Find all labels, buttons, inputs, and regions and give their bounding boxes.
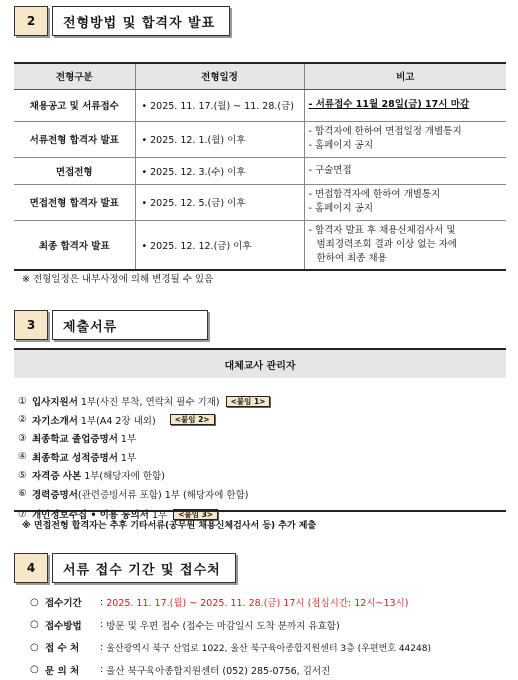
item-name: 최종학교 성적증명서 <box>32 452 118 464</box>
table-row <box>14 121 506 157</box>
section-4-title: 서류 접수 기간 및 접수처 <box>52 553 236 583</box>
row-category: 최종 합격자 발표 <box>14 220 135 270</box>
row-date: • 2025. 12. 3.(수) 이후 <box>135 157 304 184</box>
row-date: • 2025. 11. 17.(월) ~ 11. 28.(금) <box>135 89 304 121</box>
attachment-badge: <붙임 1> <box>226 396 271 407</box>
reception-label: 접수방법 <box>45 620 82 632</box>
item-name: 개인정보수집 • 이용 동의서 <box>32 510 149 522</box>
item-number: ⑥ <box>18 488 27 500</box>
list-item <box>18 429 498 448</box>
row-date: • 2025. 12. 12.(금) 이후 <box>135 220 304 270</box>
reception-list <box>30 591 510 680</box>
schedule-header-row <box>14 63 506 89</box>
reception-value: 2025. 11. 17.(월) ~ 2025. 11. 28.(금) 17시 (점심시간: 12시~13시) <box>106 598 409 610</box>
list-item <box>30 659 510 680</box>
item-number: ③ <box>18 432 27 444</box>
section-3-header <box>14 310 208 340</box>
list-item <box>30 591 510 614</box>
circle-bullet-icon: ○ <box>30 641 39 653</box>
colon: : <box>100 664 104 676</box>
row-note: - 합격자에 한하여 면접일정 개별통지 - 홈페이지 공지 <box>304 121 506 157</box>
table-row <box>14 220 506 270</box>
item-desc: (관련증빙서류 포함) 1부 (해당자에 한함) <box>77 489 249 501</box>
row-note: - 합격자 발표 후 채용신체검사서 및 범죄경력조회 결과 이상 없는 자에 한하여 최종 채용 <box>304 220 506 270</box>
attachment-badge: <붙임 3> <box>173 509 218 520</box>
circle-bullet-icon: ○ <box>30 596 39 608</box>
attachment-badge: <붙임 2> <box>170 414 215 425</box>
row-category: 채용공고 및 서류접수 <box>14 89 135 121</box>
row-date: • 2025. 12. 5.(금) 이후 <box>135 184 304 220</box>
item-number: ④ <box>18 451 27 463</box>
section-4-header <box>14 553 236 583</box>
header-note: 비고 <box>304 63 506 89</box>
list-item <box>18 485 498 504</box>
section-2-number: 2 <box>14 6 48 36</box>
header-category: 전형구분 <box>14 63 135 89</box>
documents-footnote: ※ 면접전형 합격자는 추후 기타서류(공무원 채용신체검사서 등) 추가 제출 <box>22 521 317 531</box>
item-name: 자기소개서 <box>32 415 78 427</box>
row-category: 면접전형 <box>14 157 135 184</box>
reception-label: 문 의 처 <box>45 665 80 677</box>
item-desc: 1부(사진 부착, 연락처 필수 기재) <box>80 397 220 409</box>
row-note: - 서류접수 11월 28일(금) 17시 마감 <box>304 89 506 121</box>
item-desc: 1부(해당자에 한함) <box>84 471 165 483</box>
item-name: 최종학교 졸업증명서 <box>32 434 118 446</box>
schedule-table <box>14 62 506 271</box>
list-item <box>18 466 498 485</box>
reception-value: 방문 및 우편 접수 (접수는 마감일시 도착 분까지 유효함) <box>106 620 340 632</box>
reception-label: 접수기간 <box>45 598 82 610</box>
circle-bullet-icon: ○ <box>30 619 39 631</box>
item-name: 입사지원서 <box>32 397 78 409</box>
item-number: ① <box>18 395 27 407</box>
row-note: - 구술면접 <box>304 157 506 184</box>
row-category: 면접전형 합격자 발표 <box>14 184 135 220</box>
documents-list <box>18 392 498 524</box>
item-desc: 1부 <box>151 510 168 522</box>
row-category: 서류전형 합격자 발표 <box>14 121 135 157</box>
schedule-footnote: ※ 전형일정은 내부사정에 의해 변경될 수 있음 <box>22 274 214 285</box>
colon: : <box>100 619 104 631</box>
section-4-number: 4 <box>14 553 48 583</box>
colon: : <box>100 641 104 653</box>
list-item <box>30 636 510 659</box>
table-row <box>14 184 506 220</box>
reception-label: 접 수 처 <box>45 643 80 655</box>
row-date: • 2025. 12. 1.(월) 이후 <box>135 121 304 157</box>
item-desc: 1부 <box>120 452 137 464</box>
list-item <box>30 614 510 637</box>
documents-header: 대체교사 관리자 <box>14 348 506 378</box>
item-number: ⑤ <box>18 469 27 481</box>
table-row <box>14 89 506 121</box>
section-3-title: 제출서류 <box>52 310 208 340</box>
list-item <box>18 392 498 411</box>
header-date: 전형일정 <box>135 63 304 89</box>
list-item <box>18 411 498 430</box>
circle-bullet-icon: ○ <box>30 664 39 676</box>
row-note: - 면접합격자에 한하여 개별통지 - 홈페이지 공지 <box>304 184 506 220</box>
section-3-number: 3 <box>14 310 48 340</box>
item-number: ② <box>18 414 27 426</box>
section-2-header <box>14 6 230 36</box>
section-2-title: 전형방법 및 합격자 발표 <box>52 6 230 36</box>
item-name: 자격증 사본 <box>32 471 82 483</box>
list-item <box>18 448 498 467</box>
item-desc: 1부(A4 2장 내외) <box>80 415 156 427</box>
reception-value: 울산광역시 북구 산업로 1022, 울산 북구육아종합지원센터 3층 (우편번호 44248) <box>106 643 431 654</box>
table-row <box>14 157 506 184</box>
item-desc: 1부 <box>120 434 137 446</box>
colon: : <box>100 596 104 608</box>
reception-value: 울산 북구육아종합지원센터 (052) 285-0756, 김서진 <box>106 665 331 677</box>
item-number: ⑦ <box>18 508 27 520</box>
item-name: 경력증명서 <box>32 489 78 501</box>
documents-divider <box>14 510 506 512</box>
